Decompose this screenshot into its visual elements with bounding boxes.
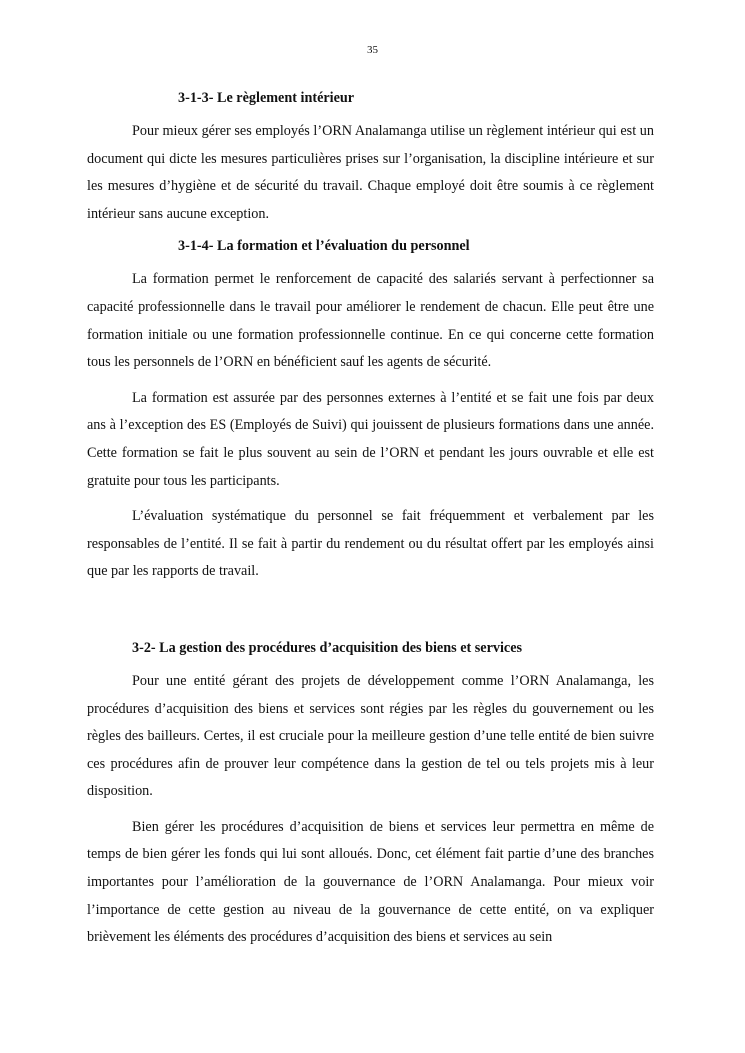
paragraph-formation-organisation: La formation est assurée par des personnes externes à l’entité et se fait une fois par deux ans à l’exception des ES (Employés de Suivi) qui jouissent de plusieurs formations dans une année. Cette formation se fait le plus souvent au sein de l’ORN et pendant les jours ouvrable et elle est gratuite pour tous les participants. [87,389,654,489]
heading-3-1-4: 3-1-4- La formation et l’évaluation du personnel [178,238,470,255]
paragraph-procedures-acquisition: Pour une entité gérant des projets de développement comme l’ORN Analamanga, les procédures d’acquisition des biens et services sont régies par les règles du gouvernement ou les règles des bailleurs. Certes, il est cruciale pour la meilleure gestion d’une telle entité de bien suivre ces procédures afin de prouver leur compétence dans la gestion de tel ou tels projets mis à leur disposition. [87,672,654,800]
heading-3-2: 3-2- La gestion des procédures d’acquisition des biens et services [132,639,523,656]
paragraph-gestion-fonds: Bien gérer les procédures d’acquisition de biens et services leur permettra en même de temps de bien gérer les fonds qui lui sont alloués. Donc, cet élément fait partie d’une des branches importantes pour l’amélioration de la gouvernance de l’ORN Analamanga. Pour mieux voir l’importance de cette gestion au niveau de la gouvernance de cette entité, on va expliquer brièvement les éléments des procédures d’acquisition des biens et services au sein [87,818,654,946]
page-content [87,85,654,952]
paragraph-formation-definition: La formation permet le renforcement de capacité des salariés servant à perfectionner sa capacité professionnelle dans le travail pour améliorer le rendement de chacun. Elle peut être une formation initiale ou une formation professionnelle continue. En ce qui concerne cette formation tous les personnels de l’ORN en bénéficient sauf les agents de sécurité. [87,271,654,371]
heading-3-1-3: 3-1-3- Le règlement intérieur [178,90,355,106]
paragraph-evaluation-personnel: L’évaluation systématique du personnel se fait fréquemment et verbalement par les responsables de l’entité. Il se fait à partir du rendement ou du résultat offert par les employés ainsi que par les rapports de travail. [87,508,654,580]
paragraph-reglement-interieur: Pour mieux gérer ses employés l’ORN Analamanga utilise un règlement intérieur qui est un document qui dicte les mesures particulières prises sur l’organisation, la discipline intérieure et sur les mesures d’hygiène et de sécurité du travail. Chaque employé doit être soumis à ce règlement intérieur sans aucune exception. [87,123,654,222]
page-number: 35 [367,44,378,56]
